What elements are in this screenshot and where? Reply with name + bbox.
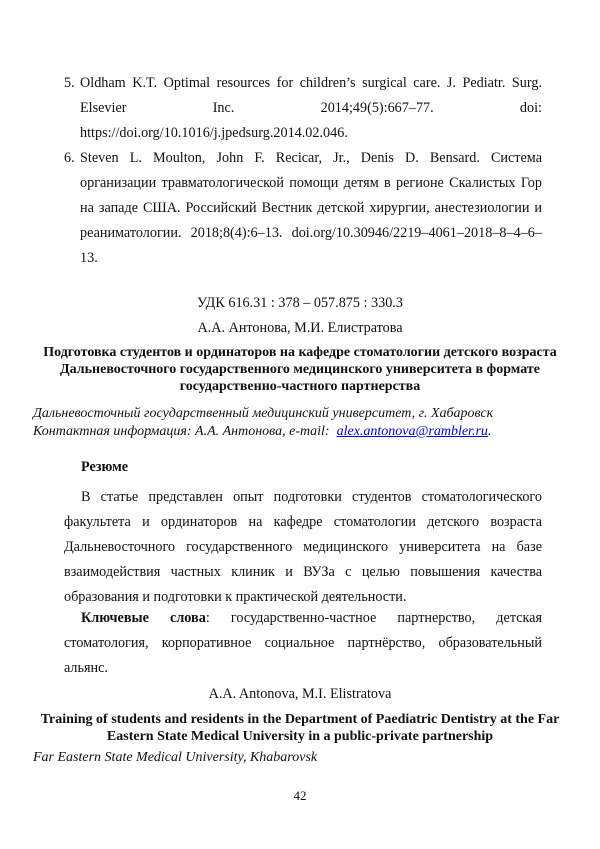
keywords-text: : государственно-частное партнерство, детская стоматология, корпоративное социальное партнёрство, образовательный альянс. <box>64 610 542 676</box>
abstract-paragraph: В статье представлен опыт подготовки студентов стоматологического факультета и ординаторов на кафедре стоматологии детского возраста Дальневосточного государственного медицинского университета на базе взаимодействия частных клиник и ВУЗа с целью повышения качества образования и подготовки к практической деятельности. <box>64 489 542 605</box>
authors-en: A.A. Antonova, M.I. Elistratova <box>208 686 392 702</box>
reference-line <box>80 96 542 121</box>
reference-item <box>64 146 542 271</box>
article-title-ru: Подготовка студентов и ординаторов на кафедре стоматологии детского возраста Дальневосточного государственного медицинского университета в формате государственно-частного партнерства <box>43 345 557 394</box>
keywords-label: Ключевые слова <box>81 610 206 626</box>
reference-text: Steven L. Moulton, John F. Recicar, Jr., Denis D. Bensard. Система организации травматологической помощи детям в регионе Скалистых Гор на западе США. Российский Вестник детской хирургии, анестезиологии и реаниматологии. 2018;8(4):6–13. doi.org/10.30946/2219–4061–2018–8–4–6–13. <box>80 150 542 266</box>
authors-ru: А.А. Антонова, М.И. Елистратова <box>197 320 403 336</box>
page-number: 42 <box>293 788 307 803</box>
reference-number: 5. <box>64 75 75 91</box>
reference-text <box>80 71 542 146</box>
article-title-en: Training of students and residents in the Department of Paediatric Dentistry at the Far Eastern State Medical University in a public-private partnership <box>40 712 560 744</box>
affiliation-en: Far Eastern State Medical University, Khabarovsk <box>33 750 318 765</box>
reference-citation: 2014;49(5):667–77. <box>320 100 434 116</box>
contact-info <box>33 423 573 441</box>
reference-publisher-suffix: Inc. <box>212 100 235 116</box>
reference-item <box>64 71 542 146</box>
reference-doi-link[interactable]: https://doi.org/10.1016/j.jpedsurg.2014.02.046. <box>80 125 348 141</box>
reference-publisher: Elsevier <box>80 100 127 116</box>
reference-doi-label: doi: <box>519 100 542 116</box>
keywords-paragraph <box>64 606 542 681</box>
affiliation-ru: Дальневосточный государственный медицинский университет, г. Хабаровск <box>33 406 494 421</box>
reference-line: Oldham K.T. Optimal resources for children’s surgical care. J. Pediatr. Surg. <box>80 75 542 91</box>
reference-number: 6. <box>64 150 75 166</box>
contact-end: . <box>487 424 492 439</box>
udk-code: УДК 616.31 : 378 – 057.875 : 330.3 <box>197 295 403 311</box>
resume-heading: Резюме <box>81 459 129 475</box>
email-link[interactable]: alex.antonova@rambler.ru <box>336 424 488 439</box>
contact-label: Контактная информация: А.А. Антонова, e-mail: <box>33 424 330 439</box>
affiliation-ru-block <box>33 405 573 441</box>
